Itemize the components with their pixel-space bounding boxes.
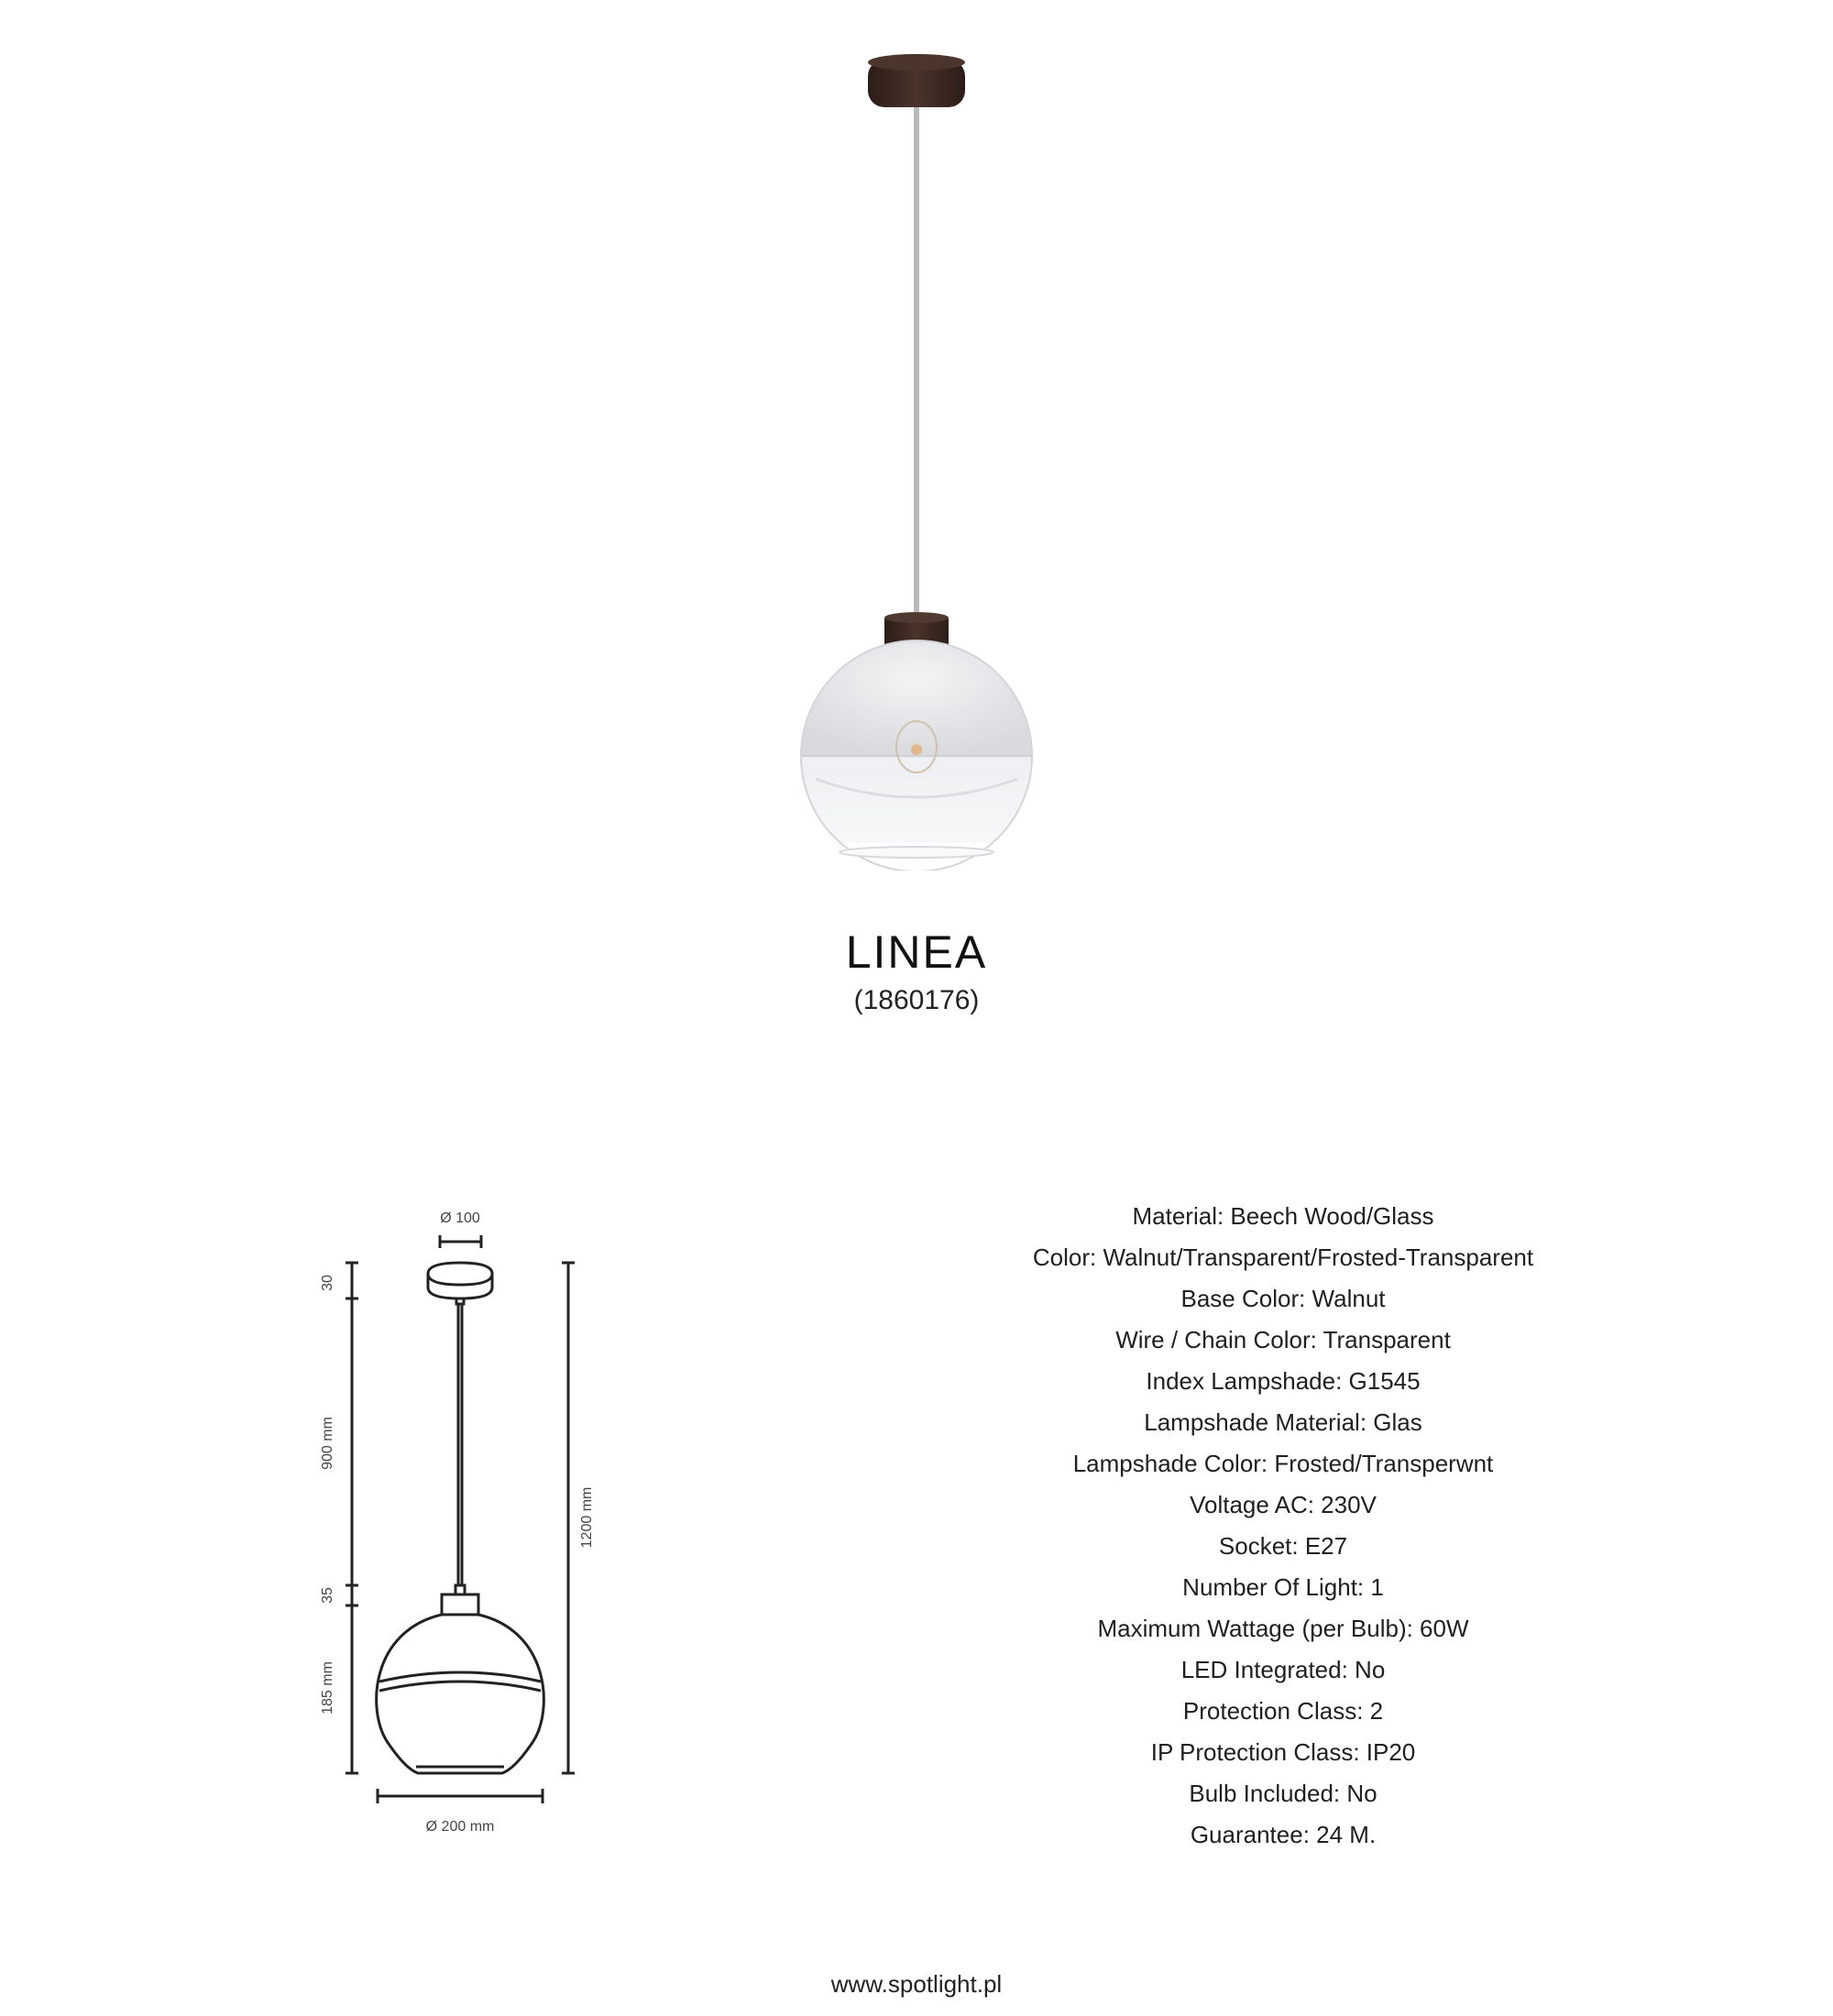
ceiling-canopy bbox=[868, 54, 965, 107]
spec-lampshade-color: Lampshade Color: Frosted/Transperwnt bbox=[1072, 1450, 1494, 1477]
spec-guarantee: Guarantee: 24 M. bbox=[1190, 1821, 1377, 1848]
spec-base-color: Base Color: Walnut bbox=[1180, 1285, 1386, 1312]
spec-number-of-light: Number Of Light: 1 bbox=[1182, 1573, 1384, 1601]
canopy-height-label: 30 bbox=[320, 1275, 335, 1291]
spec-protection-class: Protection Class: 2 bbox=[1182, 1697, 1384, 1725]
glass-globe bbox=[797, 637, 1036, 843]
pendant-cable bbox=[914, 107, 919, 628]
shade-diameter-label: Ø 200 mm bbox=[425, 1819, 495, 1835]
footer-url[interactable]: www.spotlight.pl bbox=[830, 1970, 1003, 1998]
spec-ip-class: IP Protection Class: IP20 bbox=[1150, 1738, 1416, 1766]
spec-socket: Socket: E27 bbox=[1218, 1532, 1348, 1560]
cable-length-label: 900 mm bbox=[320, 1417, 335, 1470]
spec-color: Color: Walnut/Transparent/Frosted-Transparent bbox=[1032, 1244, 1534, 1271]
product-title: LINEA bbox=[845, 926, 988, 978]
holder-height-label: 35 bbox=[320, 1587, 335, 1604]
globe-opening bbox=[840, 847, 993, 858]
product-code: (1860176) bbox=[853, 985, 980, 1015]
spec-led-integrated: LED Integrated: No bbox=[1180, 1656, 1386, 1683]
spec-bulb-included: Bulb Included: No bbox=[1189, 1780, 1377, 1807]
total-height-label: 1200 mm bbox=[579, 1486, 595, 1549]
spec-lampshade-material: Lampshade Material: Glas bbox=[1144, 1408, 1422, 1436]
spec-max-wattage: Maximum Wattage (per Bulb): 60W bbox=[1097, 1615, 1469, 1642]
product-photo bbox=[770, 46, 1063, 871]
dimension-drawing bbox=[302, 1200, 632, 1842]
spec-material: Material: Beech Wood/Glass bbox=[1132, 1202, 1434, 1230]
shade-height-label: 185 mm bbox=[320, 1661, 335, 1715]
canopy-diameter-label: Ø 100 bbox=[440, 1211, 480, 1226]
spec-wire-color: Wire / Chain Color: Transparent bbox=[1115, 1326, 1451, 1353]
spec-index-lampshade: Index Lampshade: G1545 bbox=[1146, 1367, 1421, 1395]
spec-voltage: Voltage AC: 230V bbox=[1190, 1491, 1377, 1518]
spec-list bbox=[916, 1196, 1650, 1856]
